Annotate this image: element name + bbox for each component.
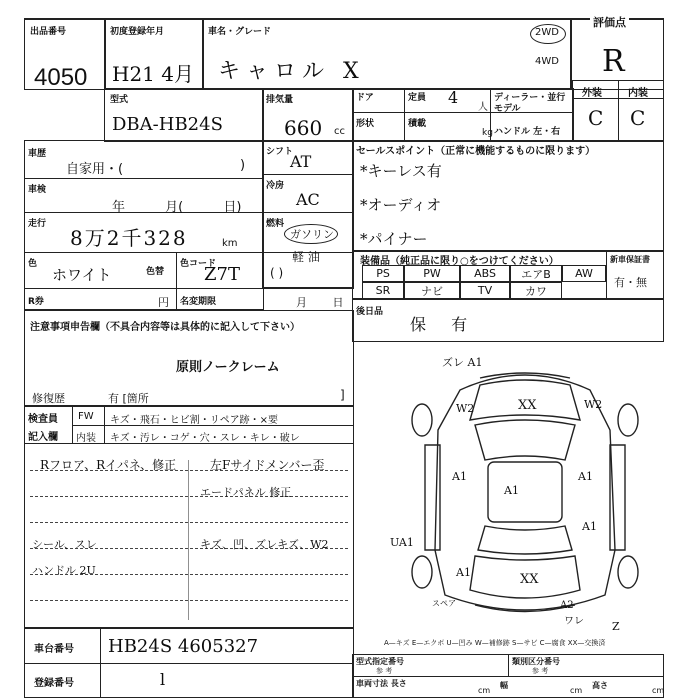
score-value: R <box>602 44 625 79</box>
first-reg-value: H21 4月 <box>112 62 194 86</box>
inspector-vdiv2 <box>104 406 105 444</box>
note-3: エードパネル 修正 <box>200 486 292 499</box>
dealer-label: ディーラー・並行 <box>494 93 566 103</box>
equip-leather: カワ <box>510 282 562 299</box>
later-value: 保 有 <box>410 315 478 334</box>
sales-point-1: *キーレス有 <box>360 162 442 180</box>
dims-cm-2: cm <box>570 686 583 695</box>
chassis-label: 車台番号 <box>34 644 74 655</box>
warranty-vdiv <box>606 250 607 300</box>
color-code-value: Z7T <box>204 264 240 285</box>
equip-navi: ナビ <box>404 282 460 299</box>
color-change-label: 色替 <box>146 267 165 277</box>
note-1: Rフロア、Rイパネ、修正 <box>40 458 177 472</box>
notes-line <box>30 496 348 497</box>
fuel-alt: 軽 油 <box>292 250 320 264</box>
diagram-mark: ワレ <box>564 616 584 627</box>
model-label: モデル <box>494 104 521 114</box>
diagram-mark: XX <box>518 398 537 413</box>
diagram-mark: A1 <box>504 484 519 497</box>
ext-label: 外装 <box>582 88 602 99</box>
mileage-value: 8万2千328 <box>70 226 188 250</box>
repair-value: 有 [箇所 <box>108 392 149 405</box>
inspection-label: 車検 <box>28 185 47 195</box>
inspector-int-text: キズ・汚レ・コゲ・穴・スレ・キレ・破レ <box>110 433 300 444</box>
spec-div1 <box>262 174 354 175</box>
diagram-mark: A1 <box>582 520 597 533</box>
model-type-value: DBA-HB24S <box>112 114 223 135</box>
note-4: シール、スレ <box>32 538 97 551</box>
mileage-unit: km <box>222 238 238 249</box>
diagram-mark: A1 <box>578 470 593 483</box>
color-code-vdiv <box>176 252 177 310</box>
auction-number: 4050 <box>34 64 88 91</box>
later-label: 後日品 <box>356 307 384 317</box>
chassis-value: HB24S 4605327 <box>108 636 259 657</box>
equip-abs: ABS <box>460 265 510 282</box>
type-cert-ref: 参 考 <box>376 667 393 675</box>
fuel-paren: ( ) <box>270 266 284 280</box>
fuel-label: 燃料 <box>266 219 285 229</box>
handle-label: ハンドル 左・右 <box>494 127 561 137</box>
equip-ps: PS <box>362 265 404 282</box>
notes-line <box>30 600 348 601</box>
diagram-mark: XX <box>520 572 539 587</box>
later-box <box>352 298 664 342</box>
r-ticket-label: R券 <box>28 297 44 307</box>
displacement-unit: cc <box>334 126 345 137</box>
seats-unit: 人 <box>478 102 488 113</box>
drive-2wd: 2WD <box>535 27 559 38</box>
car-windshield <box>475 420 575 460</box>
first-reg-label: 初度登録年月 <box>110 27 165 37</box>
inspector-fw: FW <box>78 411 94 422</box>
name-change-value: 月 日 <box>296 296 344 309</box>
inspector-label-2: 記入欄 <box>28 432 58 443</box>
sales-point-2: *オーディオ <box>360 196 442 214</box>
car-diagram <box>380 350 670 640</box>
note-6: ハンドル 2U <box>32 564 96 577</box>
car-name-label: 車名・グレード <box>208 27 272 37</box>
diagram-mark: ズレ A1 <box>442 356 483 369</box>
registration-label: 登録番号 <box>34 678 74 689</box>
diagram-mark: A1 <box>456 566 471 579</box>
dims-label: 車両寸法 長さ <box>356 679 407 688</box>
displacement-value: 660 <box>284 116 323 140</box>
r-ticket-unit: 円 <box>158 296 169 309</box>
color-label: 色 <box>28 259 38 269</box>
warranty-label: 新車保証書 <box>610 255 650 264</box>
notice-title: 注意事項申告欄（不具合内容等は具体的に記入して下さい） <box>30 322 300 333</box>
equipment-title: 装備品（純正品に限り○をつけてください） <box>360 256 559 267</box>
type-cert-label: 型式指定番号 <box>356 657 404 666</box>
equip-pw: PW <box>404 265 460 282</box>
shape-label: 形状 <box>356 119 375 129</box>
spec-div2 <box>262 212 354 213</box>
width-label: 幅 <box>500 681 508 690</box>
wheel-fr <box>618 404 638 436</box>
note-5: キズ、凹、ズレキズ、W2 <box>200 538 329 551</box>
car-name-value: キャロル X <box>218 59 365 84</box>
ext-value: C <box>588 106 604 130</box>
notes-vdiv <box>188 460 189 620</box>
displacement-label: 排気量 <box>266 95 294 105</box>
color-value: ホワイト <box>52 266 112 284</box>
equip-aw: AW <box>562 265 606 282</box>
shift-value: AT <box>290 152 312 171</box>
doors-divider <box>352 112 574 113</box>
color-code-label: 色コード <box>180 259 217 269</box>
notes-line <box>30 522 348 523</box>
repair-close: ] <box>340 388 345 402</box>
ext-int-vdivider <box>618 80 619 142</box>
diagram-mark: UA1 <box>390 536 414 549</box>
wheel-rr <box>618 556 638 588</box>
equip-sr: SR <box>362 282 404 299</box>
car-history-label: 車歴 <box>28 149 47 159</box>
shift-label: シフト <box>266 147 294 157</box>
equip-tv: TV <box>460 282 510 299</box>
mileage-label: 走行 <box>28 219 47 229</box>
dims-cm-1: cm <box>478 686 491 695</box>
usage-div1 <box>24 178 264 179</box>
drive-4wd: 4WD <box>535 56 559 67</box>
auction-number-label: 出品番号 <box>30 27 67 37</box>
doors-vdivider <box>404 88 405 142</box>
car-roof <box>488 462 562 522</box>
note-2: 左Fサイドメンバー歪 <box>210 458 325 472</box>
diagram-mark: スペア <box>432 599 456 608</box>
diagram-mark: A2 <box>560 600 574 611</box>
class-ref: 参 考 <box>532 667 549 675</box>
wheel-rl <box>412 556 432 588</box>
car-history-value: 自家用・( <box>66 162 124 177</box>
int-label: 内装 <box>628 88 648 99</box>
warranty-value: 有・無 <box>614 276 647 289</box>
doors-label: ドア <box>356 93 374 103</box>
chassis-hdiv <box>24 663 354 664</box>
ac-value: AC <box>296 190 320 209</box>
car-history-paren: ) <box>240 158 246 173</box>
class-label: 類別区分番号 <box>512 657 560 666</box>
name-change-label: 名変期限 <box>180 297 217 307</box>
wheel-fl <box>412 404 432 436</box>
inspector-vdiv1 <box>72 406 73 444</box>
inspection-value: 年 月( 日) <box>112 200 242 215</box>
score-label: 評価点 <box>590 14 629 30</box>
repair-label: 修復歴 <box>32 392 65 405</box>
load-label: 積載 <box>408 119 427 129</box>
car-rear-window <box>478 526 572 554</box>
fuel-value: ガソリン <box>290 228 334 241</box>
seats-label: 定員 <box>408 93 427 103</box>
equip-airbag: エアB <box>510 265 562 282</box>
type-cert-vdiv <box>508 654 509 676</box>
int-value: C <box>630 106 646 130</box>
ac-label: 冷房 <box>266 181 285 191</box>
diagram-legend: A—キズ E—エクボ U—凹み W—補修跡 S—サビ C—腐食 XX—交換済 <box>384 639 606 647</box>
dims-cm-3: cm <box>652 686 665 695</box>
diagram-mark: Z <box>612 620 620 633</box>
model-type-label: 型式 <box>110 95 129 105</box>
load-unit: kg <box>482 128 493 138</box>
seats-value: 4 <box>448 88 459 107</box>
inspector-label-1: 検査員 <box>28 414 58 425</box>
notice-body: 原則ノークレーム <box>176 360 280 375</box>
inspector-int: 内装 <box>76 433 96 444</box>
diagram-mark: W2 <box>584 398 603 411</box>
diagram-mark: W2 <box>456 402 475 415</box>
height-label: 高さ <box>592 681 608 690</box>
registration-value: l <box>160 670 166 689</box>
type-cert-hdiv <box>352 676 664 677</box>
usage-div4 <box>24 288 354 289</box>
chassis-vdiv <box>100 628 101 698</box>
diagram-mark: A1 <box>452 470 467 483</box>
sales-point-3: *パイナー <box>360 230 428 248</box>
inspector-fw-text: キズ・飛石・ヒビ割・リペア跡・×要 <box>110 415 278 426</box>
sales-title: セールスポイント（正常に機能するものに限ります） <box>356 146 596 157</box>
